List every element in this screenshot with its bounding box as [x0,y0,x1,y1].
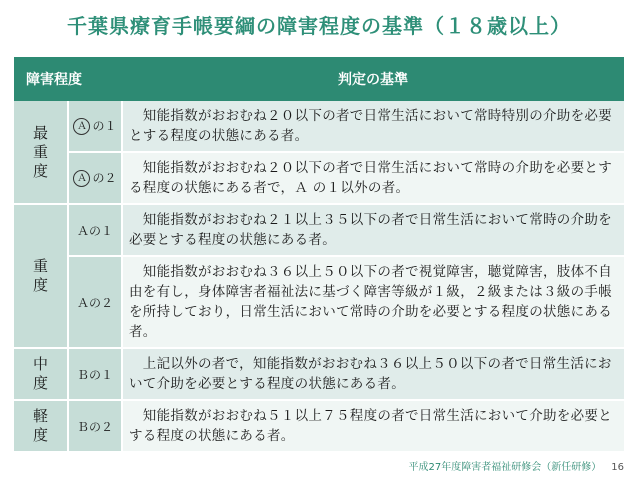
category-most-severe [14,101,68,204]
slide-footer [409,458,624,473]
category-severe [14,204,68,348]
grade-suffix: の２ [92,171,117,185]
table-row [14,101,624,152]
grade-cell [68,101,122,152]
table-row [14,400,624,452]
header-criteria: 判定の基準 [122,57,624,101]
criteria-cell: 知能指数がおおむね３６以上５０以下の者で視覚障害，聴覚障害，肢体不自由を有し，身体障害者福祉法に基づく障害等級が１級，２級または３級の手帳を所持しており，日常生活において常時の介助を必要とする程度の状態にある者。 [122,256,624,348]
criteria-cell: 上記以外の者で，知能指数がおおむね３６以上５０以下の者で日常生活において介助を必要とする程度の状態にある者。 [122,348,624,400]
category-mild [14,400,68,452]
table-header-row [14,57,624,101]
criteria-table [14,57,624,453]
category-label: 最 重 度 [32,123,48,180]
grade-suffix: の１ [92,119,117,133]
header-grade: 障害程度 [14,57,122,101]
table-row [14,204,624,256]
table-row [14,256,624,348]
table-row [14,348,624,400]
circled-grade-mark: Ａ [73,118,90,135]
circled-grade-mark: Ａ [73,170,90,187]
grade-cell: Ａの１ [68,204,122,256]
criteria-cell: 知能指数がおおむね５１以上７５程度の者で日常生活において介助を必要とする程度の状態にある者。 [122,400,624,452]
category-label: 軽 度 [32,407,48,444]
slide-title: 千葉県療育手帳要綱の障害程度の基準（１８歳以上） [67,14,571,38]
grade-cell: Ｂの２ [68,400,122,452]
grade-cell: Ｂの１ [68,348,122,400]
grade-cell: Ａの２ [68,256,122,348]
criteria-cell: 知能指数がおおむね２１以上３５以下の者で日常生活において常時の介助を必要とする程度の状態にある者。 [122,204,624,256]
page-number: 16 [611,462,624,473]
category-label: 重 度 [32,257,48,294]
table-row [14,152,624,204]
category-label: 中 度 [32,355,48,392]
criteria-cell: 知能指数がおおむね２０以下の者で日常生活において常時の介助を必要とする程度の状態にある者で，Ａ の１以外の者。 [122,152,624,204]
category-moderate [14,348,68,400]
grade-cell [68,152,122,204]
footer-text: 平成27年度障害者福祉研修会（新任研修） [408,462,602,473]
criteria-cell: 知能指数がおおむね２０以下の者で日常生活において常時特別の介助を必要とする程度の状態にある者。 [122,101,624,152]
